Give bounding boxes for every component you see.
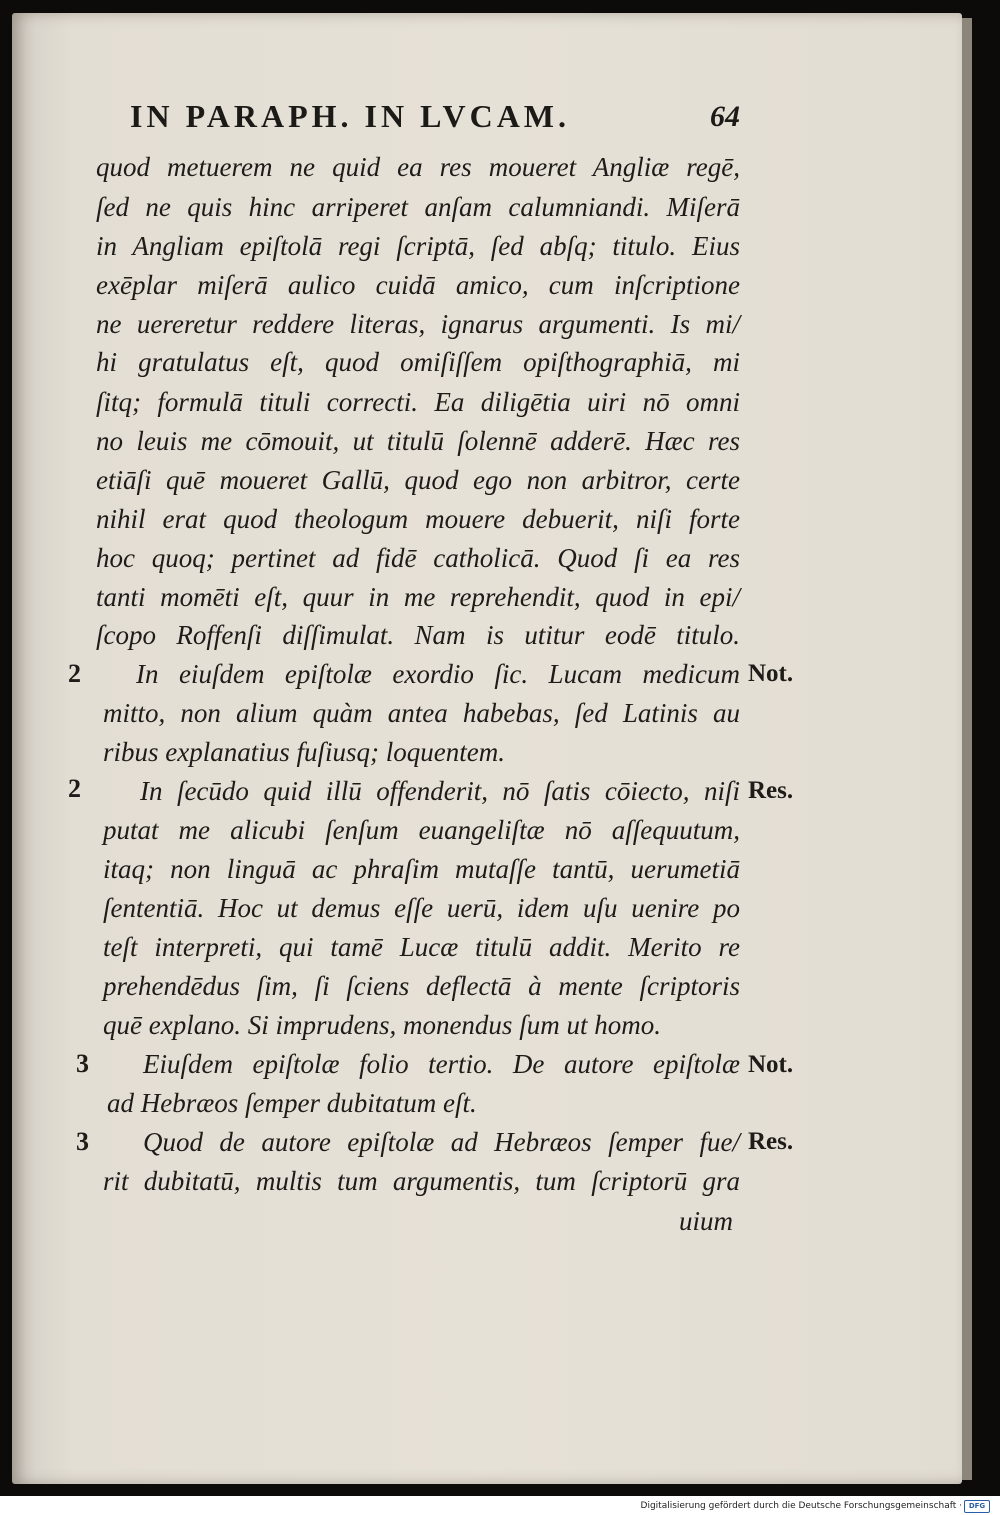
paragraph-numeral: 3	[76, 1049, 89, 1078]
text-line: no leuis me cōmouit, ut titulū ſolennē adderē. Hæc res	[96, 426, 740, 456]
text-line: In eiuſdem epiſtolæ exordio ſic. Lucam medicum	[136, 659, 740, 689]
page-header	[130, 98, 740, 142]
text-line: Quod de autore epiſtolæ ad Hebræos ſemper fue/	[143, 1127, 740, 1157]
text-line: ad Hebræos ſemper dubitatum eſt.	[107, 1088, 477, 1118]
marginal-note: Not.	[748, 1051, 794, 1078]
text-line: ribus explanatius fuſiusq; loquentem.	[103, 737, 505, 767]
paragraph-numeral: 2	[68, 774, 81, 803]
text-line: nihil erat quod theologum mouere debuerit, niſi forte	[96, 504, 740, 534]
text-line: ſcopo Roffenſi diſſimulat. Nam is utitur eodē titulo.	[96, 620, 740, 650]
text-line: itaq; non linguā ac phraſim mutaſſe tantū, uerumetiā	[103, 854, 740, 884]
text-line: Eiuſdem epiſtolæ folio tertio. De autore epiſtolæ	[143, 1049, 740, 1079]
dfg-logo: DFG	[964, 1500, 990, 1513]
text-line: quod metuerem ne quid ea res moueret Angliæ regē,	[96, 152, 740, 182]
text-line: prehendēdus ſim, ſi ſciens deflectā à mente ſcriptoris	[103, 971, 740, 1001]
catchword: uium	[679, 1206, 733, 1236]
text-line: mitto, non alium quàm antea habebas, ſed Latinis au	[103, 698, 740, 728]
marginal-note: Res.	[748, 1128, 794, 1155]
text-line: ſed ne quis hinc arriperet anſam calumniandi. Miſerā	[96, 192, 740, 222]
paragraph-numeral: 3	[76, 1127, 89, 1156]
text-line: In ſecūdo quid illū offenderit, nō ſatis cōiecto, niſi	[140, 776, 740, 806]
text-line: hoc quoq; pertinet ad fidē catholicā. Quod ſi ea res	[96, 543, 740, 573]
text-line: ſitq; formulā tituli correcti. Ea diligētia uiri nō omni	[96, 387, 740, 417]
text-line: etiāſi quē moueret Gallū, quod ego non arbitror, certe	[96, 465, 740, 495]
running-head: IN PARAPH. IN LVCAM.	[130, 98, 570, 134]
text-line: putat me alicubi ſenſum euangeliſtæ nō aſſequutum,	[103, 815, 740, 845]
text-line: rit dubitatū, multis tum argumentis, tum ſcriptorū gra	[103, 1166, 740, 1196]
text-line: tanti momēti eſt, quur in me reprehendit, quod in epi/	[96, 582, 740, 612]
text-line: in Angliam epiſtolā regi ſcriptā, ſed abſq; titulo. Eius	[96, 231, 740, 261]
page-edge	[962, 18, 972, 1480]
marginal-note: Not.	[748, 660, 794, 687]
text-line: teſt interpreti, qui tamē Lucæ titulū addit. Merito re	[103, 932, 740, 962]
text-line: ne uereretur reddere literas, ignarus argumenti. Is mi/	[96, 309, 740, 339]
funding-credit: Digitalisierung gefördert durch die Deutsche Forschungsgemeinschaft ·	[640, 1501, 962, 1511]
page-number: 64	[710, 100, 740, 133]
paragraph-numeral: 2	[68, 659, 81, 688]
marginal-note: Res.	[748, 777, 794, 804]
text-line: quē explano. Si imprudens, monendus ſum ut homo.	[103, 1010, 661, 1040]
text-line: ſententiā. Hoc ut demus eſſe uerū, idem uſu uenire po	[103, 893, 740, 923]
text-line: hi gratulatus eſt, quod omiſiſſem opiſthographiā, mi	[96, 347, 740, 377]
text-line: exēplar miſerā aulico cuidā amico, cum inſcriptione	[96, 270, 740, 300]
